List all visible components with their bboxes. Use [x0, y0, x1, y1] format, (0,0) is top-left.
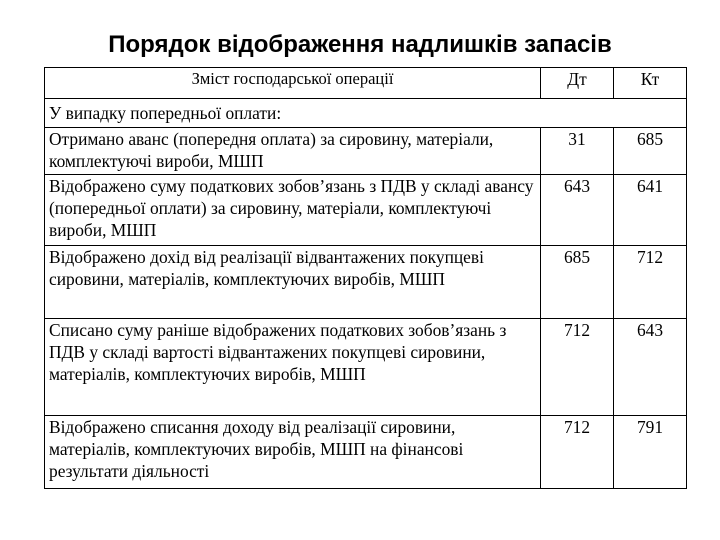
debit-account: 685 — [541, 246, 614, 319]
operation-description: Списано суму раніше відображених податкових зобов’язань з ПДВ у складі вартості відвантажених покупцеві сировини, матеріалів, комплектуючих виробів, МШП — [45, 319, 541, 416]
section-row — [45, 99, 687, 128]
debit-account: 712 — [541, 416, 614, 489]
operations-table — [44, 67, 687, 489]
column-header-operation: Зміст господарської операції — [45, 68, 541, 99]
operation-description: Відображено суму податкових зобов’язань з ПДВ у складі авансу (попередньої оплати) за сировину, матеріали, комплектуючі вироби, МШП — [45, 175, 541, 246]
credit-account: 641 — [614, 175, 687, 246]
debit-account: 31 — [541, 128, 614, 175]
table-row — [45, 416, 687, 489]
column-header-debit: Дт — [541, 68, 614, 99]
column-header-credit: Кт — [614, 68, 687, 99]
credit-account: 791 — [614, 416, 687, 489]
credit-account: 685 — [614, 128, 687, 175]
operation-description: Відображено списання доходу від реалізації сировини, матеріалів, комплектуючих виробів, МШП на фінансові результати діяльності — [45, 416, 541, 489]
page-title: Порядок відображення надлишків запасів — [108, 31, 612, 58]
table-row — [45, 319, 687, 416]
section-label: У випадку попередньої оплати: — [45, 99, 687, 128]
table-header-row — [45, 68, 687, 99]
credit-account: 712 — [614, 246, 687, 319]
table-row — [45, 128, 687, 175]
operation-description: Отримано аванс (попередня оплата) за сировину, матеріали, комплектуючі вироби, МШП — [45, 128, 541, 175]
operation-description: Відображено дохід від реалізації відвантажених покупцеві сировини, матеріалів, комплектуючих виробів, МШП — [45, 246, 541, 319]
debit-account: 643 — [541, 175, 614, 246]
table-row — [45, 246, 687, 319]
table-row — [45, 175, 687, 246]
credit-account: 643 — [614, 319, 687, 416]
debit-account: 712 — [541, 319, 614, 416]
